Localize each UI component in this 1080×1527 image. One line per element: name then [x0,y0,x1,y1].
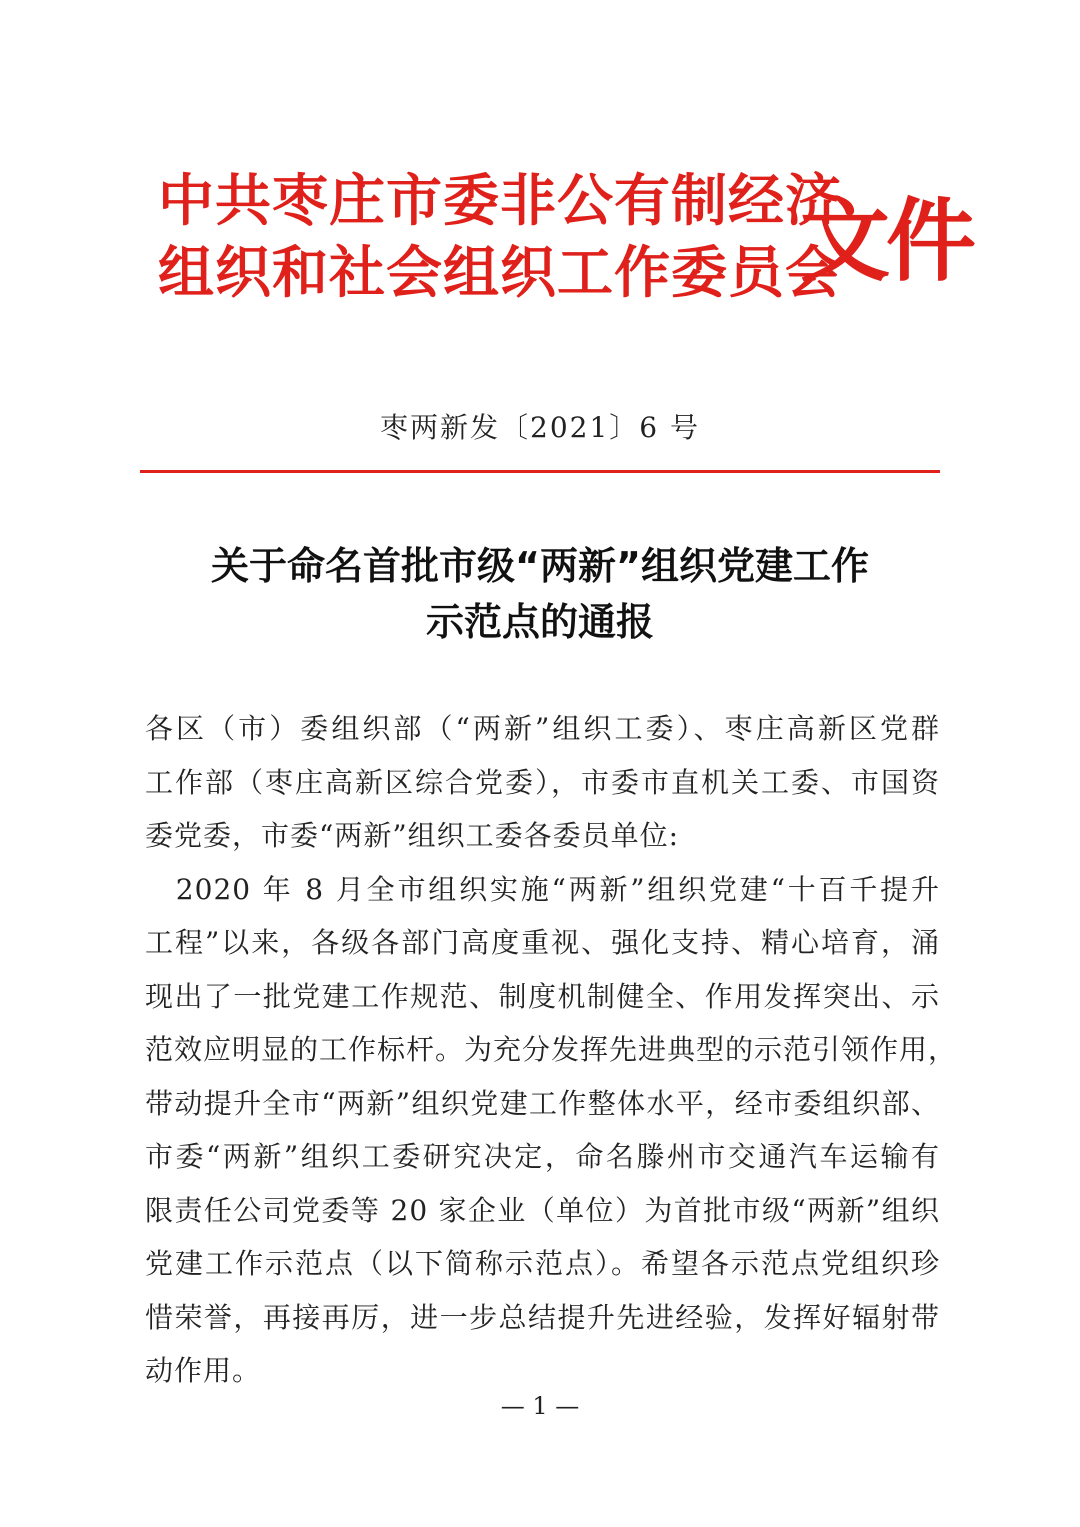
file-label: 文件 [800,189,972,294]
body-line: 工作部（枣庄高新区综合党委），市委市直机关工委、市国资 [145,765,940,799]
body-line: 党建工作示范点（以下简称示范点）。希望各示范点党组织珍 [145,1247,940,1280]
body-line: 现出了一批党建工作规范、制度机制健全、作用发挥突出、示 [145,979,940,1013]
body-line: 各区（市）委组织部（“两新”组织工委）、枣庄高新区党群 [145,712,940,745]
body-line: 市委“两新”组织工委研究决定，命名滕州市交通汽车运输有 [145,1140,940,1173]
body-line: 限责任公司党委等 20 家企业（单位）为首批市级“两新”组织 [145,1193,940,1227]
body-line: 范效应明显的工作标杆。为充分发挥先进典型的示范引领作用， [145,1033,958,1066]
red-divider-line [140,470,940,473]
document-title [0,538,1080,650]
body-line: 委党委，市委“两新”组织工委各委员单位: [145,819,680,852]
document-body [145,702,958,1398]
body-line: 工程”以来，各级各部门高度重视、强化支持、精心培育，涌 [145,926,940,959]
body-line: 惜荣誉，再接再厉，进一步总结提升先进经验，发挥好辐射带 [145,1300,940,1334]
issuing-org-line-2: 组织和社会组织工作委员会 [158,241,842,306]
issuing-org-line-1: 中共枣庄市委非公有制经济 [158,169,842,234]
body-line: 带动提升全市“两新”组织党建工作整体水平，经市委组织部、 [145,1086,940,1120]
body-line: 2020 年 8 月全市组织实施“两新”组织党建“十百千提升 [145,872,940,906]
body-line: 动作用。 [145,1354,262,1387]
page-number: — 1 — [500,1392,580,1420]
document-number: 枣两新发〔2021〕6 号 [380,411,700,444]
document-header [0,160,1080,310]
title-line-2: 示范点的通报 [425,600,654,644]
title-line-1: 关于命名首批市级“两新”组织党建工作 [211,544,869,588]
